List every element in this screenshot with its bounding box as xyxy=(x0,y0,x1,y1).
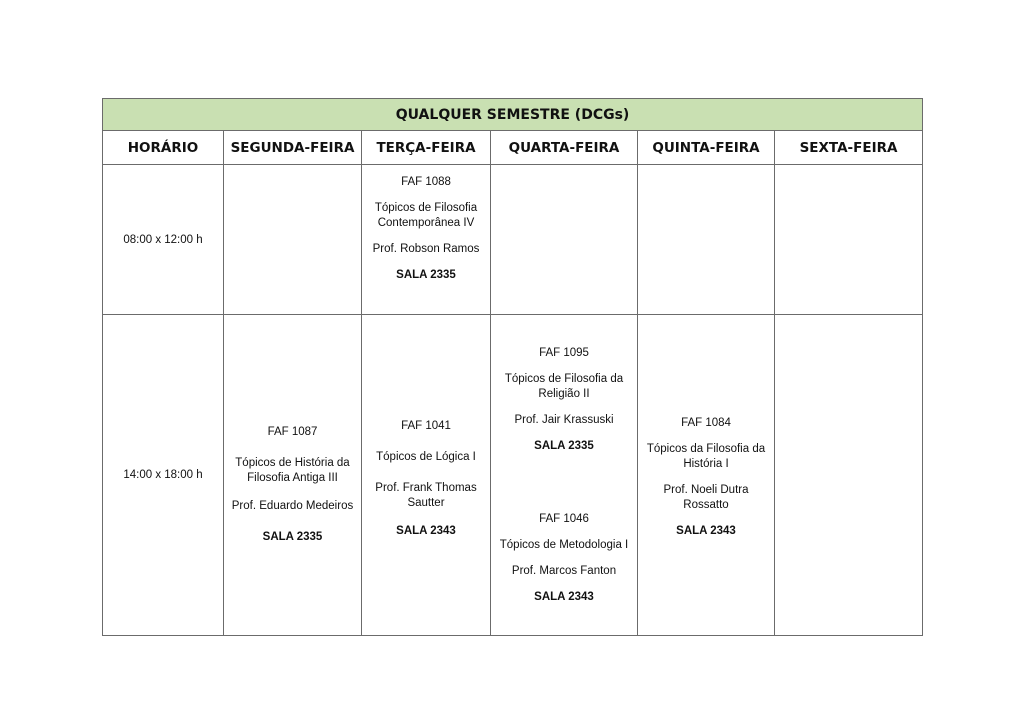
course-room: SALA 2335 xyxy=(262,531,323,543)
course-code: FAF 1041 xyxy=(401,420,451,432)
course-professor: Prof. Jair Krassuski xyxy=(514,413,614,426)
course-entry xyxy=(224,425,361,545)
header-sexta: SEXTA-FEIRA xyxy=(775,131,923,165)
course-cell xyxy=(224,315,362,636)
course-room: SALA 2335 xyxy=(534,439,594,452)
course-name: Tópicos de Filosofia Contemporânea IV xyxy=(374,202,478,229)
course-room: SALA 2343 xyxy=(534,590,594,603)
time-slot: 08:00 x 12:00 h xyxy=(103,165,224,315)
header-segunda: SEGUNDA-FEIRA xyxy=(224,131,362,165)
course-name: Tópicos da Filosofia da História I xyxy=(646,442,766,470)
course-name: Tópicos de Metodologia I xyxy=(499,538,629,551)
time-slot: 14:00 x 18:00 h xyxy=(103,315,224,636)
course-room: SALA 2335 xyxy=(396,269,456,281)
cell-empty xyxy=(638,165,775,315)
course-entry xyxy=(362,175,490,283)
course-professor: Prof. Robson Ramos xyxy=(372,243,480,255)
table-title: QUALQUER SEMESTRE (DCGs) xyxy=(103,99,923,131)
course-name: Tópicos de Lógica I xyxy=(376,451,476,463)
course-code: FAF 1046 xyxy=(539,512,589,525)
header-terca: TERÇA-FEIRA xyxy=(362,131,491,165)
course-professor: Prof. Frank Thomas Sautter xyxy=(375,482,477,509)
course-code: FAF 1087 xyxy=(267,426,318,438)
course-cell xyxy=(362,315,491,636)
course-cell xyxy=(638,315,775,636)
cell-empty xyxy=(491,165,638,315)
course-entry xyxy=(491,346,637,454)
course-professor: Prof. Marcos Fanton xyxy=(511,564,617,577)
course-name: Tópicos de História da Filosofia Antiga III xyxy=(235,457,350,484)
header-horario: HORÁRIO xyxy=(103,131,224,165)
spacer xyxy=(491,454,637,512)
header-quinta: QUINTA-FEIRA xyxy=(638,131,775,165)
cell-empty xyxy=(224,165,362,315)
course-name: Tópicos de Filosofia da Religião II xyxy=(504,372,624,400)
cell-empty xyxy=(775,165,923,315)
course-room: SALA 2343 xyxy=(396,525,456,537)
course-entry xyxy=(491,512,637,605)
table-row xyxy=(103,315,923,636)
schedule-table xyxy=(102,98,923,636)
course-code: FAF 1095 xyxy=(539,346,589,359)
course-cell xyxy=(362,165,491,315)
course-professor: Prof. Noeli Dutra Rossatto xyxy=(663,483,749,511)
cell-empty xyxy=(775,315,923,636)
course-code: FAF 1084 xyxy=(681,416,731,429)
course-code: FAF 1088 xyxy=(401,176,451,188)
course-professor: Prof. Eduardo Medeiros xyxy=(231,500,354,512)
table-row xyxy=(103,165,923,315)
header-quarta: QUARTA-FEIRA xyxy=(491,131,638,165)
course-entry xyxy=(362,419,490,539)
course-cell xyxy=(491,315,638,636)
course-entry xyxy=(638,416,774,539)
course-room: SALA 2343 xyxy=(676,524,736,537)
